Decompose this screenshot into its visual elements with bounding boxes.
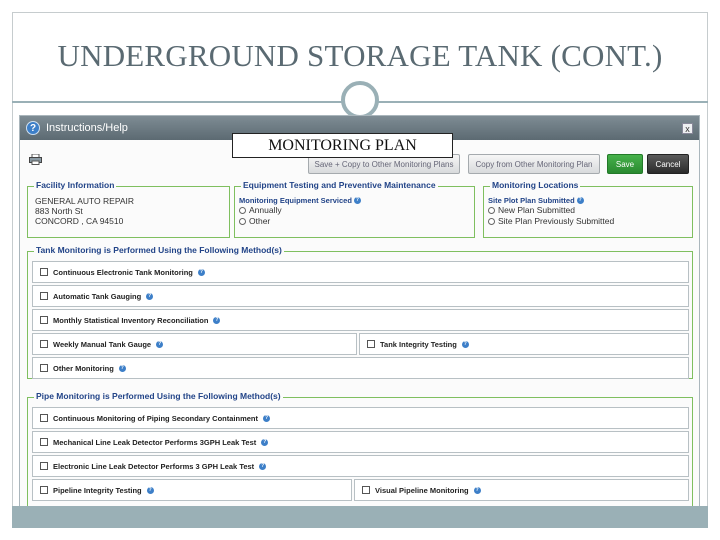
radio-annually[interactable] <box>239 205 361 216</box>
radio-button[interactable] <box>239 207 246 214</box>
copy-from-other-plan-button[interactable]: Copy from Other Monitoring Plan <box>468 154 600 174</box>
checkbox[interactable] <box>40 486 48 494</box>
pipe-method-row[interactable] <box>32 479 352 501</box>
copy-to-other-plans-button[interactable]: Save + Copy to Other Monitoring Plans <box>308 154 460 174</box>
checkbox[interactable] <box>40 340 48 348</box>
monitoring-locations-legend: Monitoring Locations <box>492 180 579 190</box>
pipe-method-row[interactable] <box>32 455 689 477</box>
facility-info-legend: Facility Information <box>36 180 115 190</box>
radio-other-label: Other <box>249 216 271 226</box>
method-label: Electronic Line Leak Detector Performs 3 GPH Leak Test <box>53 461 255 471</box>
help-icon[interactable]: ? <box>264 414 269 421</box>
help-icon[interactable]: ? <box>578 197 582 203</box>
method-label: Monthly Statistical Inventory Reconciliation <box>53 315 209 325</box>
checkbox[interactable] <box>40 316 48 324</box>
radio-annually-label: Annually <box>249 205 282 215</box>
tank-methods-legend: Tank Monitoring is Performed Using the Following Method(s) <box>36 245 282 255</box>
checkbox[interactable] <box>40 364 48 372</box>
method-label: Tank Integrity Testing <box>380 339 457 349</box>
tank-method-row[interactable] <box>32 309 689 331</box>
slide-footer-bar <box>12 506 708 528</box>
title-circle-ornament <box>341 81 379 119</box>
radio-button[interactable] <box>488 218 495 225</box>
radio-button[interactable] <box>488 207 495 214</box>
site-plan-question <box>488 196 614 205</box>
slide-title: UNDERGROUND STORAGE TANK (CONT.) <box>57 38 663 73</box>
save-button[interactable]: Save <box>607 154 643 174</box>
cancel-button[interactable]: Cancel <box>647 154 689 174</box>
monitoring-plan-caption: MONITORING PLAN <box>232 133 453 158</box>
checkbox[interactable] <box>367 340 375 348</box>
monitoring-locations-group <box>483 180 693 238</box>
tank-method-row[interactable] <box>32 261 689 283</box>
method-label: Automatic Tank Gauging <box>53 291 142 301</box>
checkbox[interactable] <box>40 292 48 300</box>
facility-city-state-zip: CONCORD , CA 94510 <box>35 216 124 226</box>
facility-info-group <box>27 180 230 238</box>
method-label: Weekly Manual Tank Gauge <box>53 339 152 349</box>
help-icon[interactable]: ? <box>120 364 124 371</box>
help-icon[interactable]: ? <box>148 292 152 299</box>
help-icon[interactable]: ? <box>158 340 162 347</box>
printer-icon[interactable] <box>29 154 42 165</box>
radio-button[interactable] <box>239 218 246 225</box>
checkbox[interactable] <box>40 438 48 446</box>
pipe-method-row[interactable] <box>32 407 689 429</box>
tank-method-row[interactable] <box>32 285 689 307</box>
checkbox[interactable] <box>40 462 48 470</box>
help-icon[interactable]: ? <box>199 268 203 275</box>
tank-methods-group <box>27 245 693 379</box>
tank-method-row[interactable] <box>32 357 689 379</box>
close-icon[interactable]: x <box>682 123 693 134</box>
pipe-methods-group <box>27 391 693 508</box>
method-label: Other Monitoring <box>53 363 114 373</box>
checkbox[interactable] <box>362 486 370 494</box>
equipment-serviced-question <box>239 196 361 205</box>
pipe-method-row[interactable] <box>354 479 689 501</box>
help-icon[interactable]: ? <box>261 462 265 469</box>
checkbox[interactable] <box>40 268 48 276</box>
tank-method-row[interactable] <box>359 333 689 355</box>
facility-name: GENERAL AUTO REPAIR <box>35 196 135 206</box>
help-icon[interactable]: ? <box>355 197 359 203</box>
window-title[interactable]: Instructions/Help <box>46 122 128 134</box>
help-icon[interactable]: ? <box>475 486 479 493</box>
monitoring-plan-window <box>19 115 700 508</box>
method-label: Continuous Electronic Tank Monitoring <box>53 267 193 277</box>
help-icon[interactable]: ? <box>148 486 152 493</box>
help-icon[interactable]: ? <box>26 121 40 135</box>
method-label: Pipeline Integrity Testing <box>53 485 142 495</box>
help-icon[interactable]: ? <box>263 438 267 445</box>
facility-address: 883 North St <box>35 206 83 216</box>
radio-new-plan-label: New Plan Submitted <box>498 205 576 215</box>
method-label: Continuous Monitoring of Piping Secondary Containment <box>53 413 258 423</box>
equipment-testing-group <box>234 180 475 238</box>
tank-method-row[interactable] <box>32 333 357 355</box>
radio-previous-plan[interactable] <box>488 216 614 227</box>
radio-new-plan[interactable] <box>488 205 614 216</box>
pipe-methods-legend: Pipe Monitoring is Performed Using the Following Method(s) <box>36 391 281 401</box>
site-plan-label: Site Plot Plan Submitted <box>488 196 575 205</box>
help-icon[interactable]: ? <box>463 340 467 347</box>
equipment-testing-legend: Equipment Testing and Preventive Maintenance <box>243 180 436 190</box>
equipment-serviced-label: Monitoring Equipment Serviced <box>239 196 352 205</box>
help-icon[interactable]: ? <box>215 316 219 323</box>
checkbox[interactable] <box>40 414 48 422</box>
radio-previous-plan-label: Site Plan Previously Submitted <box>498 216 615 226</box>
method-label: Mechanical Line Leak Detector Performs 3GPH Leak Test <box>53 437 257 447</box>
radio-other[interactable] <box>239 216 361 227</box>
pipe-method-row[interactable] <box>32 431 689 453</box>
method-label: Visual Pipeline Monitoring <box>375 485 469 495</box>
